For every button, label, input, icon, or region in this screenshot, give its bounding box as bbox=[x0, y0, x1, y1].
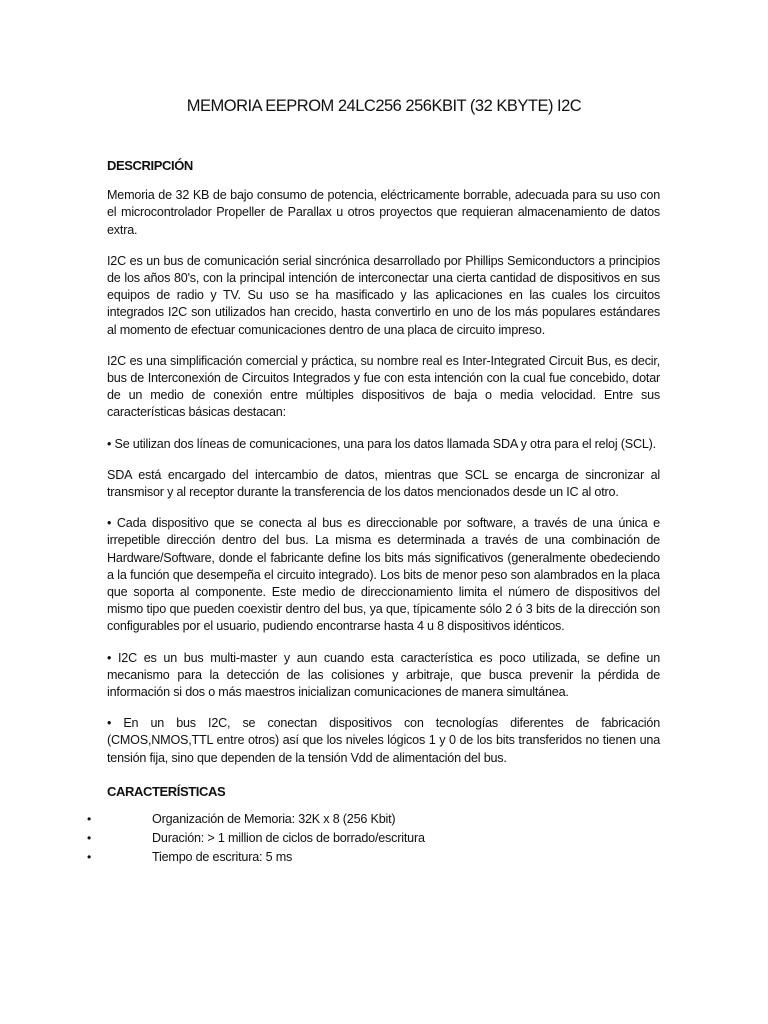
paragraph-multi-master: • I2C es un bus multi-master y aun cuando esta característica es poco utilizada, se define un mecanismo para la detección de las colisiones y arbitraje, que busca prevenir la pérdida de información si dos o más maestros inicializan comunicaciones de manera simultánea. bbox=[107, 650, 660, 700]
description-heading: DESCRIPCIÓN bbox=[107, 158, 193, 173]
paragraph-sda-scl: SDA está encargado del intercambio de datos, mientras que SCL se encarga de sincronizar al transmisor y al receptor durante la transferencia de los datos mencionados desde un IC al otro. bbox=[107, 467, 660, 500]
features-heading: CARACTERÍSTICAS bbox=[107, 783, 226, 799]
features-list bbox=[87, 810, 660, 867]
paragraph-intro: Memoria de 32 KB de bajo consumo de potencia, eléctricamente borrable, adecuada para su uso con el microcontrolador Propeller de Parallax u otros proyectos que requieran almacenamiento de datos extra. bbox=[107, 188, 660, 237]
feature-item bbox=[87, 810, 660, 829]
feature-text: Organización de Memoria: 32K x 8 (256 Kbit) bbox=[152, 812, 396, 827]
paragraph-i2c-history: I2C es un bus de comunicación serial sincrónica desarrollado por Phillips Semiconductors a principios de los años 80's, con la principal intención de interconectar una cierta cantidad de dispositivos en sus equipos de radio y TV. Su uso se ha masificado y las aplicaciones en las cuales los circuitos integrados I2C son utilizados han crecido, hasta convertirlo en uno de los más populares estándares al momento de efectuar comunicaciones dentro de una placa de circuito impreso. bbox=[107, 253, 660, 337]
feature-text: Duración: > 1 million de ciclos de borrado/escritura bbox=[152, 831, 425, 846]
feature-item bbox=[87, 848, 660, 867]
paragraph-two-lines: • Se utilizan dos líneas de comunicaciones, una para los datos llamada SDA y otra para el reloj (SCL). bbox=[107, 436, 656, 451]
bullet-icon: • bbox=[87, 831, 92, 846]
paragraph-logic-levels: • En un bus I2C, se conectan dispositivos con tecnologías diferentes de fabricación (CMOS,NMOS,TTL entre otros) así que los niveles lógicos 1 y 0 de los bits transferidos no tienen una tensión fija, sino que dependen de la tensión Vdd de alimentación del bus. bbox=[107, 716, 660, 765]
paragraph-i2c-definition: I2C es una simplificación comercial y práctica, su nombre real es Inter-Integrated Circuit Bus, es decir, bus de Interconexión de Circuitos Integrados y fue con esta intención con la cual fue concebido, dotar de un medio de conexión entre múltiples dispositivos de baja o media velocidad. Entre sus características básicas destacan: bbox=[107, 353, 660, 420]
feature-text: Tiempo de escritura: 5 ms bbox=[152, 850, 293, 865]
feature-item bbox=[87, 829, 660, 848]
bullet-icon: • bbox=[87, 850, 92, 865]
document-body bbox=[87, 157, 660, 867]
bullet-icon: • bbox=[87, 812, 92, 827]
document-title: MEMORIA EEPROM 24LC256 256KBIT (32 KBYTE) I2C bbox=[186, 97, 582, 115]
paragraph-addressing: • Cada dispositivo que se conecta al bus es direccionable por software, a través de una única e irrepetible dirección dentro del bus. La misma es determinada a través de una combinación de Hardware/Software, donde el fabricante define los bits más significativos (generalmente obedeciendo a la función que desempeña el circuito integrado). Los bits de menor peso son alambrados en la placa que soporta al componente. Este medio de direccionamiento limita el número de dispositivos del mismo tipo que pueden coexistir dentro del bus, ya que, típicamente sólo 2 ó 3 bits de la dirección son configurables por el usuario, pudiendo encontrarse hasta 4 u 8 dispositivos idénticos. bbox=[107, 516, 660, 634]
